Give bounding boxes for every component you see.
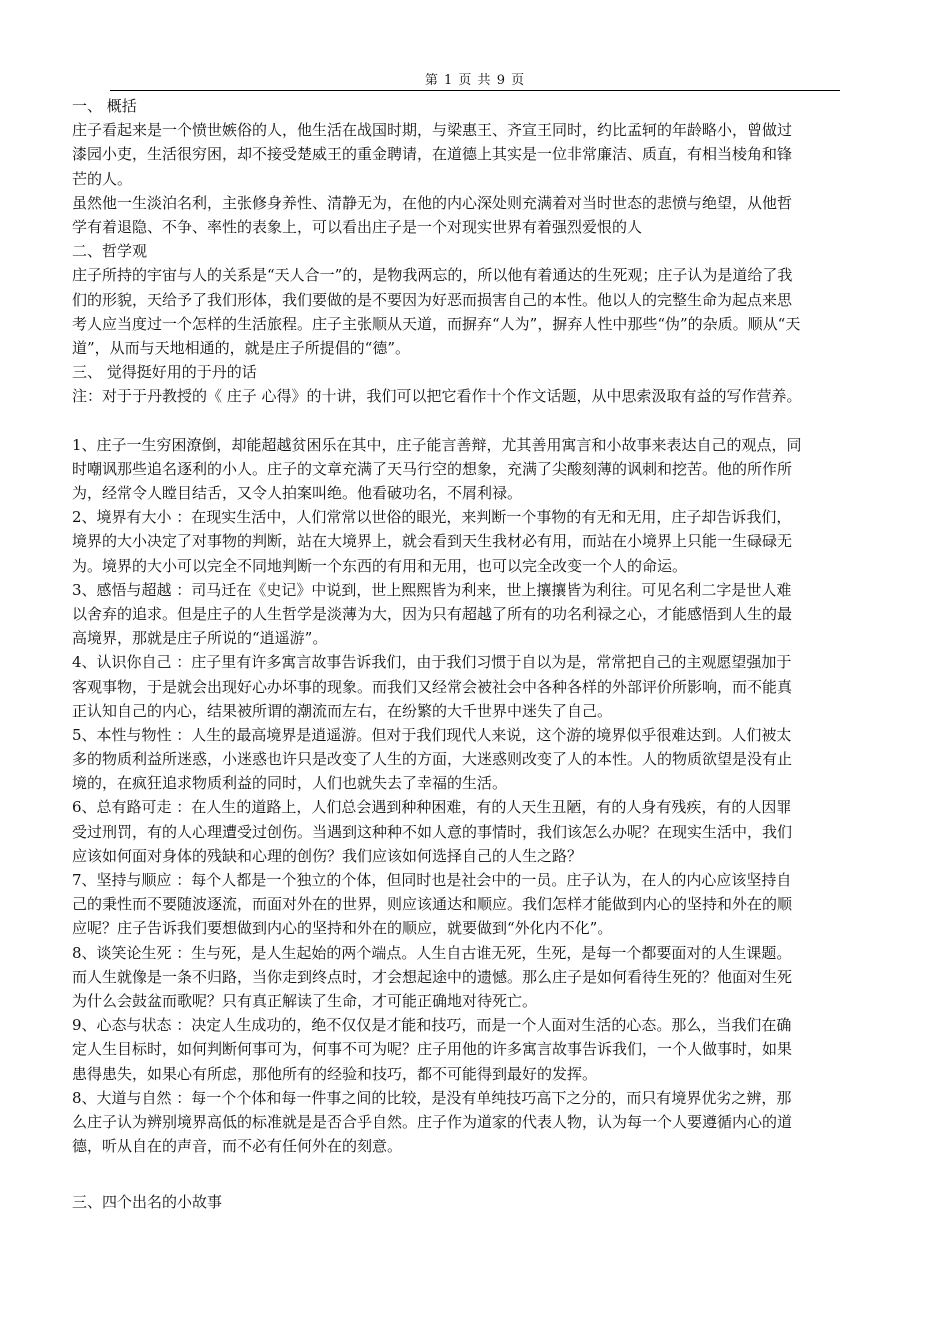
text-line: 7、坚持与顺应 ：每个人都是一个独立的个体，但同时也是社会中的一员。庄子认为，在人的内心应该坚持自 [72,871,792,889]
text-line: 高境界，那就是庄子所说的“逍遥游”。 [72,629,328,648]
list-item [72,578,880,651]
paragraph-intro-2 [72,191,880,239]
text-line: 应该如何面对身体的残缺和心理的创伤？我们应该如何选择自己的人生之路？ [72,846,583,865]
paragraph-philosophy [72,263,880,360]
note-line: 注：对于于丹教授的《 庄子 心得》的十讲，我们可以把它看作十个作文话题，从中思索汲取有益的写作营养。 [72,387,802,406]
text-line: 考人应当度过一个怎样的生活旅程。庄子主张顺从天道，而摒弃“人为”，摒弃人性中那些“伪”的杂质。顺从“天 [72,314,801,333]
list-item [72,868,880,941]
text-line: 6、总有路可走 ：在人生的道路上，人们总会遇到种种困难，有的人天生丑陋，有的人身有残疾，有的人因罪 [72,798,792,817]
page-number-header: 第 1 页 共 9 页 [424,73,526,88]
text-line: 虽然他一生淡泊名利，主张修身养性、清静无为，在他的内心深处则充满着对当时世态的悲愤与绝望，从他哲 [72,193,793,212]
text-line: 5、本性与物性 ：人生的最高境界是逍遥游。但对于我们现代人来说，这个游的境界似乎很难达到。人们被太 [72,725,792,744]
text-line: 德，听从自在的声音，而不必有任何外在的刻意。 [72,1137,403,1156]
blank-line [72,408,880,432]
section-title-overview: 一、 概括 [72,97,137,115]
text-line: 为。境界的大小可以完全不同地判断一个东西的有用和无用，也可以完全改变一个人的命运。 [72,556,688,575]
section-title-quotes: 三、 觉得挺好用的于丹的话 [72,363,257,382]
section-title-philosophy: 二、哲学观 [72,242,148,261]
list-item [72,1013,880,1086]
text-line: 道”，从而与天地相通的，就是庄子所提倡的“德”。 [72,338,411,357]
list-item [72,723,880,796]
text-line: 9、心态与状态 ：决定人生成功的，绝不仅仅是才能和技巧，而是一个人面对生活的心态。那么，当我们在确 [72,1016,792,1035]
text-line: 受过刑罚，有的人心理遭受过创伤。当遇到这种种不如人意的事情时，我们该怎么办呢？在现实生活中，我们 [72,822,793,841]
text-line: 患得患失，如果心有所虑，那他所有的经验和技巧，都不可能得到最好的发挥。 [72,1064,598,1083]
blank-line [72,1158,880,1190]
text-line: 时嘲讽那些追名逐利的小人。庄子的文章充满了天马行空的想象，充满了尖酸刻薄的讽刺和挖苦。他的所作所 [72,459,793,478]
section-title-stories: 三、四个出名的小故事 [72,1193,223,1212]
list-item [72,433,880,506]
text-line: 漆园小吏，生活很穷困，却不接受楚威王的重金聘请，在道德上其实是一位非常廉洁、质直，有相当棱角和锋 [72,145,793,164]
text-line: 定人生目标时，如何判断何事可为，何事不可为呢？庄子用他的许多寓言故事告诉我们，一个人做事时，如果 [72,1040,793,1059]
text-line: 己的秉性而不要随波逐流，而面对外在的世界，则应该通达和顺应。我们怎样才能做到内心的坚持和外在的顺 [72,895,793,914]
document-body [72,94,880,1214]
text-line: 而人生就像是一条不归路，当你走到终点时，才会想起途中的遗憾。那么庄子是如何看待生死的？他面对生死 [72,967,793,986]
text-line: 应呢？庄子告诉我们要想做到内心的坚持和外在的顺应，就要做到“外化内不化”。 [72,919,613,938]
text-line: 1、庄子一生穷困潦倒，却能超越贫困乐在其中，庄子能言善辩，尤其善用寓言和小故事来表达自己的观点，同 [72,435,802,454]
text-line: 么庄子认为辨别境界高低的标准就是是否合乎自然。庄子作为道家的代表人物，认为每一个人要遵循内心的道 [72,1112,793,1131]
text-line: 2、境界有大小 ：在现实生活中，人们常常以世俗的眼光，来判断一个事物的有无和无用，庄子却告诉我们， [72,508,792,527]
text-line: 为什么会鼓盆而歌呢？只有真正解读了生命，才可能正确地对待死亡。 [72,991,538,1010]
header-rule [110,90,840,91]
paragraph-intro-1 [72,118,880,191]
text-line: 4、认识你自己 ：庄子里有许多寓言故事告诉我们，由于我们习惯于自以为是，常常把自己的主观愿望强加于 [72,653,792,672]
text-line: 客观事物，于是就会出现好心办坏事的现象。而我们又经常会被社会中各种各样的外部评价所影响，而不能真 [72,677,793,696]
text-line: 庄子看起来是一个愤世嫉俗的人，他生活在战国时期，与梁惠王、齐宣王同时，约比孟轲的年龄略小，曾做过 [72,121,793,140]
text-line: 正认知自己的内心，结果被所谓的潮流而左右，在纷繁的大千世界中迷失了自己。 [72,701,613,720]
text-line: 为，经常令人瞠目结舌，又令人拍案叫绝。他看破功名，不屑利禄。 [72,484,523,502]
text-line: 境的，在疯狂追求物质利益的同时，人们也就失去了幸福的生活。 [72,774,508,793]
text-line: 学有着退隐、不争、率性的表象上，可以看出庄子是一个对现实世界有着强烈爱恨的人 [72,217,643,236]
list-item [72,941,880,1014]
text-line: 境界的大小决定了对事物的判断，站在大境界上，就会看到天生我材必有用，而站在小境界上只能一生碌碌无 [72,532,793,551]
text-line: 庄子所持的宇宙与人的关系是“天人合一”的，是物我两忘的，所以他有着通达的生死观；庄子认为是道给了我 [72,266,793,285]
list-item [72,795,880,868]
list-item [72,1086,880,1159]
text-line: 多的物质利益所迷惑，小迷惑也许只是改变了人生的方面，大迷惑则改变了人的本性。人的物质欲望是没有止 [72,750,793,769]
text-line: 以舍弃的追求。但是庄子的人生哲学是淡薄为大，因为只有超越了所有的功名利禄之心，才能感悟到人生的最 [72,604,793,623]
list-item [72,505,880,578]
text-line: 们的形貌，天给予了我们形体，我们要做的是不要因为好恶而损害自己的本性。他以人的完整生命为起点来思 [72,290,793,309]
text-line: 8、谈笑论生死 ：生与死，是人生起始的两个端点。人生自古谁无死，生死，是每一个都要面对的人生课题。 [72,943,792,962]
text-line: 3、感悟与超越 ：司马迁在《史记》中说到，世上熙熙皆为利来，世上攘攘皆为利往。可见名利二字是世人难 [72,580,792,599]
text-line: 芒的人。 [72,169,133,188]
text-line: 8、大道与自然 ：每一个个体和每一件事之间的比较，是没有单纯技巧高下之分的，而只有境界优劣之辨，那 [72,1088,792,1107]
list-item [72,650,880,723]
